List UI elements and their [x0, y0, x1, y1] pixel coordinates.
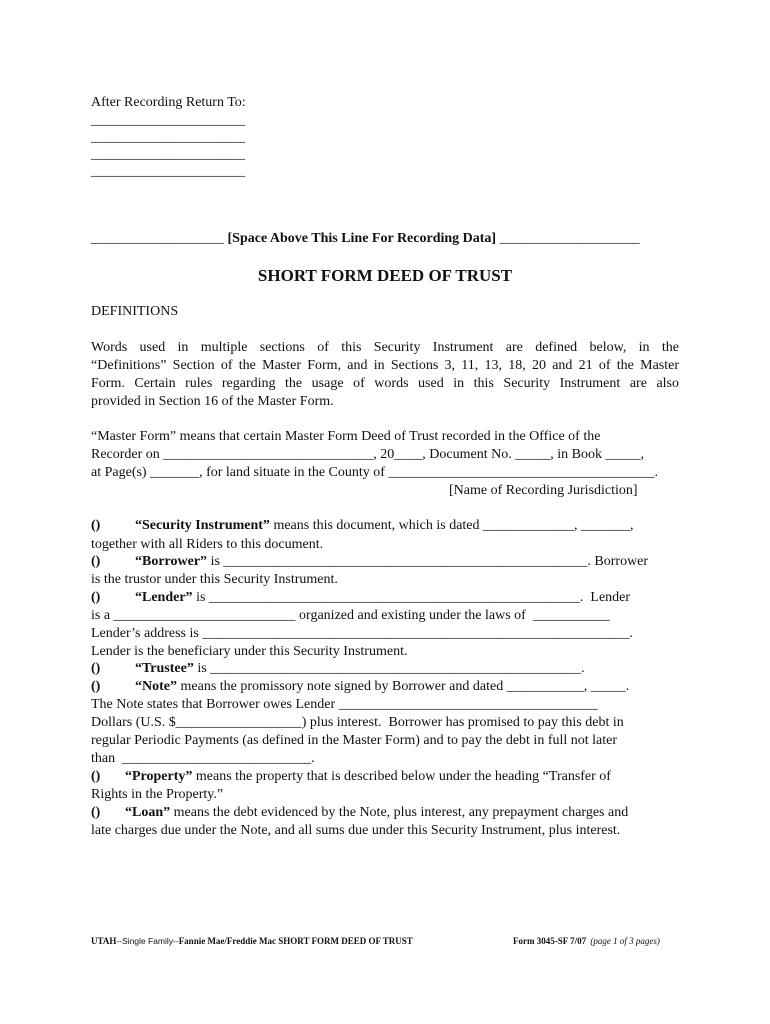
def-note-line-3: Dollars (U.S. $__________________) plus interest. Borrower has promised to pay this debt in — [91, 715, 624, 730]
def-term: “Property” — [125, 769, 193, 784]
def-term: “Security Instrument” — [135, 518, 270, 533]
def-term: “Borrower” — [135, 554, 208, 569]
def-trustee — [91, 660, 585, 678]
recording-line-right: ____________________ — [499, 231, 640, 246]
def-note-line-5: than ___________________________. — [91, 751, 315, 766]
def-marker: () — [91, 661, 101, 676]
footer-form-no: Form 3045-SF 7/07 — [513, 936, 587, 946]
def-note-line-4: regular Periodic Payments (as defined in the Master Form) and to pay the debt in full not later — [91, 733, 618, 748]
def-lender-line-3: Lender’s address is _____________________________________________________________. — [91, 626, 633, 641]
document-title: SHORT FORM DEED OF TRUST — [257, 266, 513, 285]
def-lender-line-4: Lender is the beneficiary under this Security Instrument. — [91, 644, 408, 659]
def-term: “Note” — [135, 679, 177, 694]
def-loan — [91, 804, 628, 822]
def-borrower — [91, 553, 648, 571]
def-property-cont: Rights in the Property.” — [91, 787, 224, 802]
def-marker: () — [91, 590, 101, 605]
recording-data-line — [91, 230, 640, 248]
def-marker: () — [91, 518, 101, 533]
def-term: “Lender” — [135, 590, 193, 605]
def-text: means the debt evidenced by the Note, plus interest, any prepayment charges and — [170, 805, 629, 820]
return-line-4[interactable]: ______________________ — [91, 164, 245, 179]
footer-form-number — [513, 936, 660, 947]
footer-form-title — [91, 936, 413, 947]
intro-line-3: Form. Certain rules regarding the usage of words used in this Security Instrument are also — [91, 376, 679, 391]
def-lender — [91, 589, 630, 607]
def-term: “Trustee” — [135, 661, 194, 676]
def-note-line-2: The Note states that Borrower owes Lender _____________________________________ — [91, 697, 598, 712]
recording-jurisdiction-caption: [Name of Recording Jurisdiction] — [449, 483, 638, 498]
def-text: is _____________________________________________________. — [193, 661, 585, 676]
def-text: means the property that is described below under the heading “Transfer of — [192, 769, 611, 784]
def-term: “Loan” — [125, 805, 171, 820]
def-text: means this document, which is dated _____________, _______, — [269, 518, 634, 533]
master-form-line-2: Recorder on ______________________________, 20____, Document No. _____, in Book _____, — [91, 447, 644, 462]
return-line-3[interactable]: ______________________ — [91, 147, 245, 162]
footer-form-name: Fannie Mae/Freddie Mac SHORT FORM DEED OF TRUST — [178, 936, 413, 946]
def-security-instrument — [91, 517, 634, 535]
def-text: is ____________________________________________________. Borrower — [207, 554, 649, 569]
intro-line-4: provided in Section 16 of the Master Form. — [91, 394, 334, 409]
return-line-1[interactable]: ______________________ — [91, 113, 245, 128]
def-text: is _____________________________________________________. Lender — [192, 590, 631, 605]
def-borrower-cont: is the trustor under this Security Instrument. — [91, 572, 338, 587]
def-marker: () — [91, 554, 101, 569]
def-marker: () — [91, 769, 101, 784]
def-marker: () — [91, 805, 101, 820]
def-marker: () — [91, 679, 101, 694]
recording-line-left: ___________________ — [91, 231, 224, 246]
recording-line-text: [Space Above This Line For Recording Data] — [227, 231, 497, 246]
def-property — [91, 768, 611, 786]
footer-family: --Single Family-- — [116, 936, 179, 946]
def-lender-line-2: is a __________________________ organized and existing under the laws of ___________ — [91, 608, 610, 623]
footer-pages: (page 1 of 3 pages) — [590, 936, 660, 946]
footer-state: UTAH — [91, 936, 117, 946]
def-loan-cont: late charges due under the Note, and all sums due under this Security Instrument, plus interest. — [91, 823, 621, 838]
def-security-cont: together with all Riders to this document. — [91, 537, 324, 552]
return-to-label: After Recording Return To: — [91, 95, 246, 110]
master-form-line-3: at Page(s) _______, for land situate in the County of ______________________________________. — [91, 465, 658, 480]
def-note — [91, 678, 629, 696]
definitions-heading: DEFINITIONS — [91, 304, 179, 319]
return-line-2[interactable]: ______________________ — [91, 130, 245, 145]
master-form-line-1: “Master Form” means that certain Master Form Deed of Trust recorded in the Office of the — [91, 429, 601, 444]
intro-line-1: Words used in multiple sections of this Security Instrument are defined below, in the — [91, 340, 679, 355]
intro-line-2: “Definitions” Section of the Master Form, and in Sections 3, 11, 13, 18, 20 and 21 of the Master — [91, 358, 679, 373]
def-text: means the promissory note signed by Borrower and dated ___________, _____. — [177, 679, 630, 694]
